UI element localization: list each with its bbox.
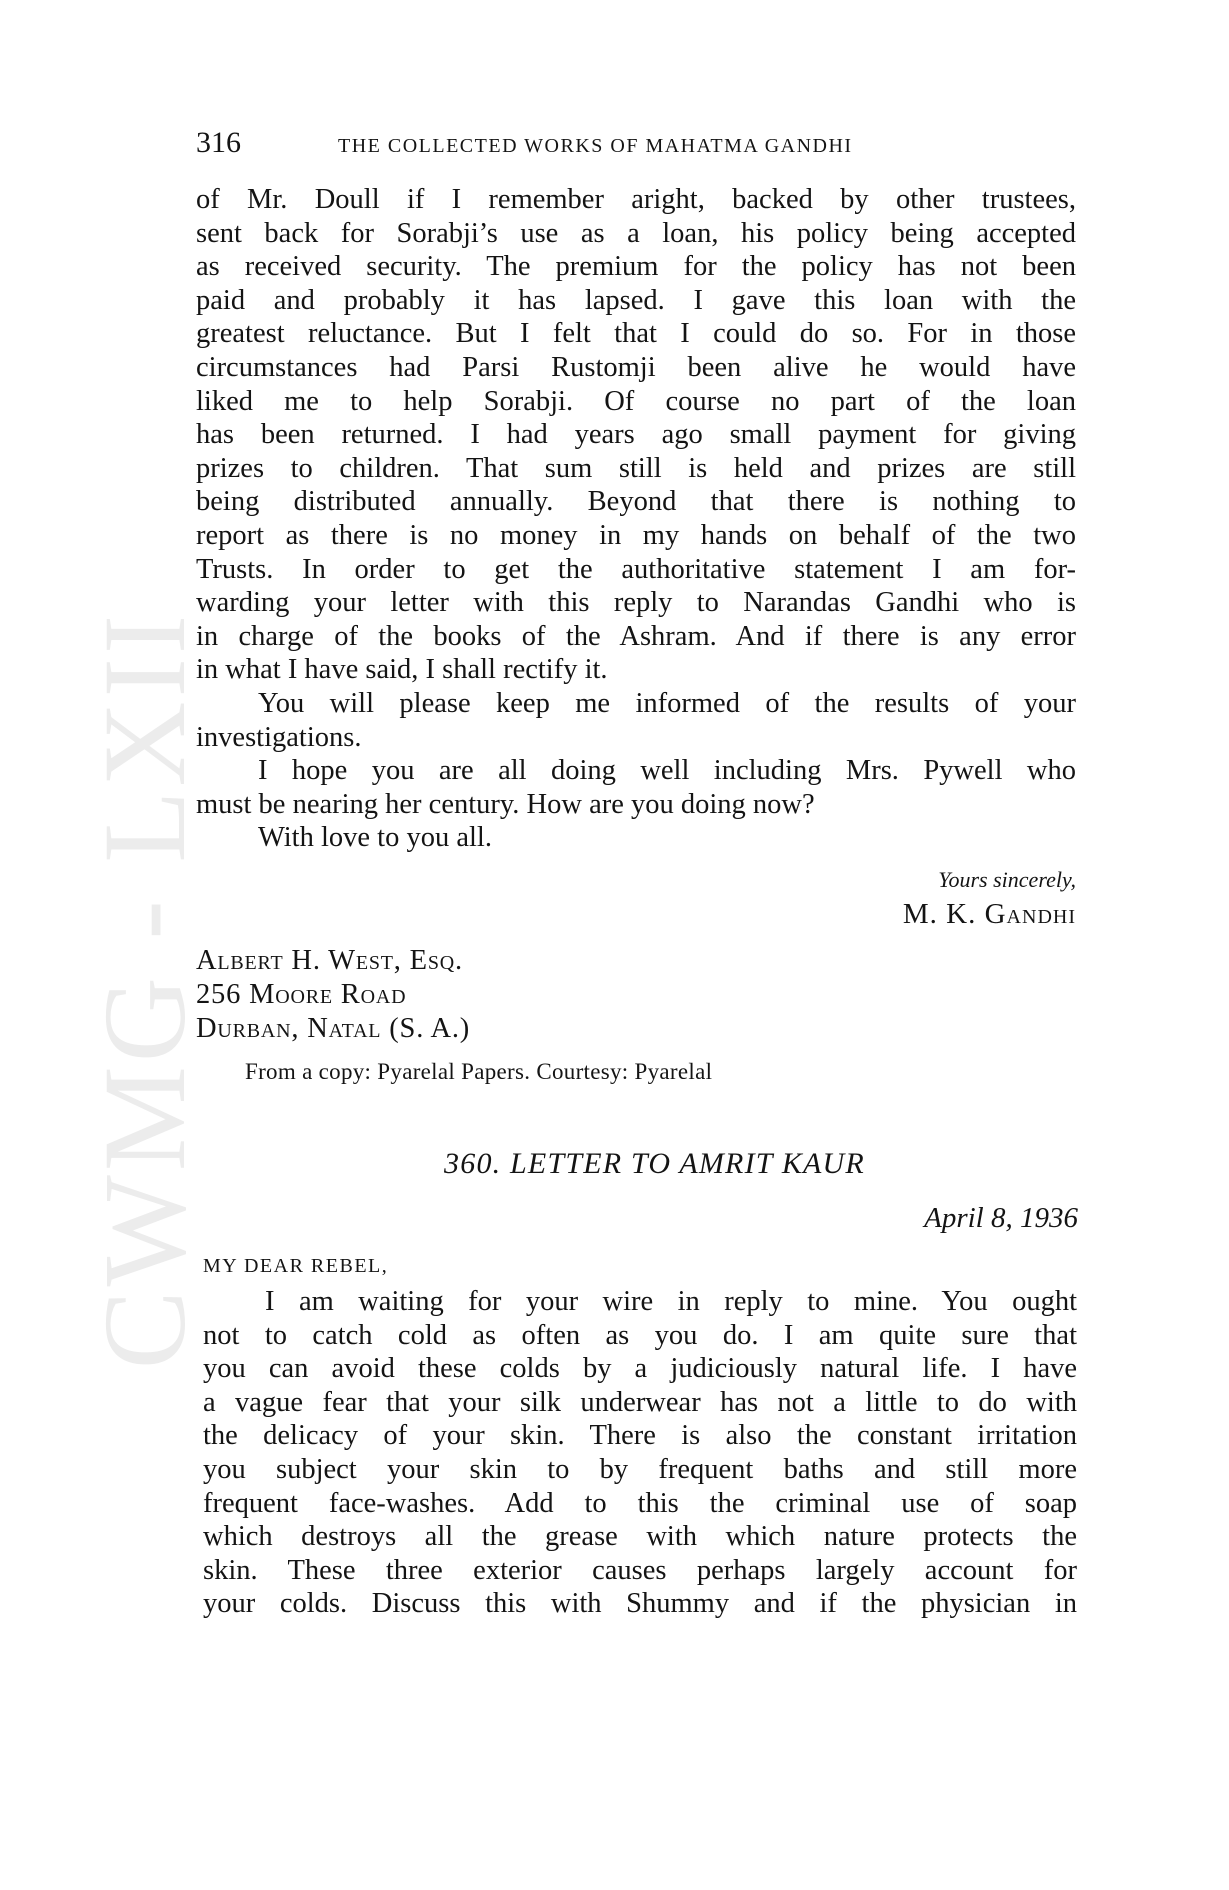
address-line: 256 Moore Road: [196, 979, 407, 1010]
text-line: the delicacy of your skin. There is also the constant irritation: [203, 1420, 1077, 1452]
text-line: investigations.: [196, 721, 362, 753]
watermark-text: CWMG - LXII: [79, 610, 210, 1370]
text-line: a vague fear that your silk underwear has not a little to do with: [203, 1386, 1077, 1418]
letter-date: April 8, 1936: [924, 1202, 1078, 1234]
source-note: From a copy: Pyarelal Papers. Courtesy: Pyarelal: [245, 1059, 713, 1084]
recipient-address: [196, 944, 470, 1046]
section-title: [0, 1147, 1229, 1181]
text-line: you subject your skin to by frequent baths and still more: [203, 1453, 1077, 1485]
signature: M. K. Gandhi: [902, 898, 1076, 930]
text-line: Trusts. In order to get the authoritative statement I am for-: [196, 553, 1076, 585]
text-line: your colds. Discuss this with Shummy and if the physician in: [203, 1588, 1077, 1620]
text-line: I am waiting for your wire in reply to mine. You ought: [265, 1286, 1077, 1317]
text-line: must be nearing her century. How are you doing now?: [196, 788, 815, 820]
text-line: in charge of the books of the Ashram. And if there is any error: [196, 620, 1076, 652]
running-head: [196, 126, 1076, 166]
text-line: report as there is no money in my hands on behalf of the two: [196, 519, 1076, 551]
letter-body-continued: [196, 183, 1076, 855]
text-line: greatest reluctance. But I felt that I could do so. For in those: [196, 318, 1076, 350]
text-line: of Mr. Doull if I remember aright, backed by other trustees,: [196, 184, 1076, 215]
text-line: I hope you are all doing well including Mrs. Pywell who: [258, 755, 1076, 787]
salutation: MY DEAR REBEL,: [203, 1255, 389, 1277]
running-title: THE COLLECTED WORKS OF MAHATMA GANDHI: [338, 135, 853, 157]
text-line: which destroys all the grease with which nature protects the: [203, 1521, 1077, 1553]
section-title-text: 360. LETTER TO AMRIT KAUR: [444, 1147, 865, 1180]
text-line: frequent face-washes. Add to this the criminal use of soap: [203, 1487, 1077, 1519]
text-line: With love to you all.: [258, 822, 492, 854]
text-line: prizes to children. That sum still is held and prizes are still: [196, 452, 1076, 484]
text-line: skin. These three exterior causes perhaps largely account for: [203, 1554, 1077, 1586]
text-line: being distributed annually. Beyond that there is nothing to: [196, 486, 1076, 518]
text-line: warding your letter with this reply to Narandas Gandhi who is: [196, 587, 1076, 619]
text-line: liked me to help Sorabji. Of course no part of the loan: [196, 385, 1076, 417]
text-line: circumstances had Parsi Rustomji been alive he would have: [196, 351, 1076, 383]
text-line: as received security. The premium for the policy has not been: [196, 251, 1076, 283]
letter-body: [203, 1285, 1077, 1621]
text-line: has been returned. I had years ago small payment for giving: [196, 419, 1076, 451]
address-line: Durban, Natal (S. A.): [196, 1013, 471, 1044]
address-line: Albert H. West, Esq.: [196, 945, 463, 976]
text-line: sent back for Sorabji’s use as a loan, his policy being accepted: [196, 217, 1076, 249]
page-number: 316: [196, 126, 241, 159]
text-line: paid and probably it has lapsed. I gave this loan with the: [196, 284, 1076, 316]
text-line: you can avoid these colds by a judiciously natural life. I have: [203, 1353, 1077, 1385]
text-line: not to catch cold as often as you do. I am quite sure that: [203, 1319, 1077, 1351]
text-line: You will please keep me informed of the results of your: [258, 687, 1076, 719]
text-line: in what I have said, I shall rectify it.: [196, 654, 608, 686]
valediction: Yours sincerely,: [938, 867, 1076, 892]
